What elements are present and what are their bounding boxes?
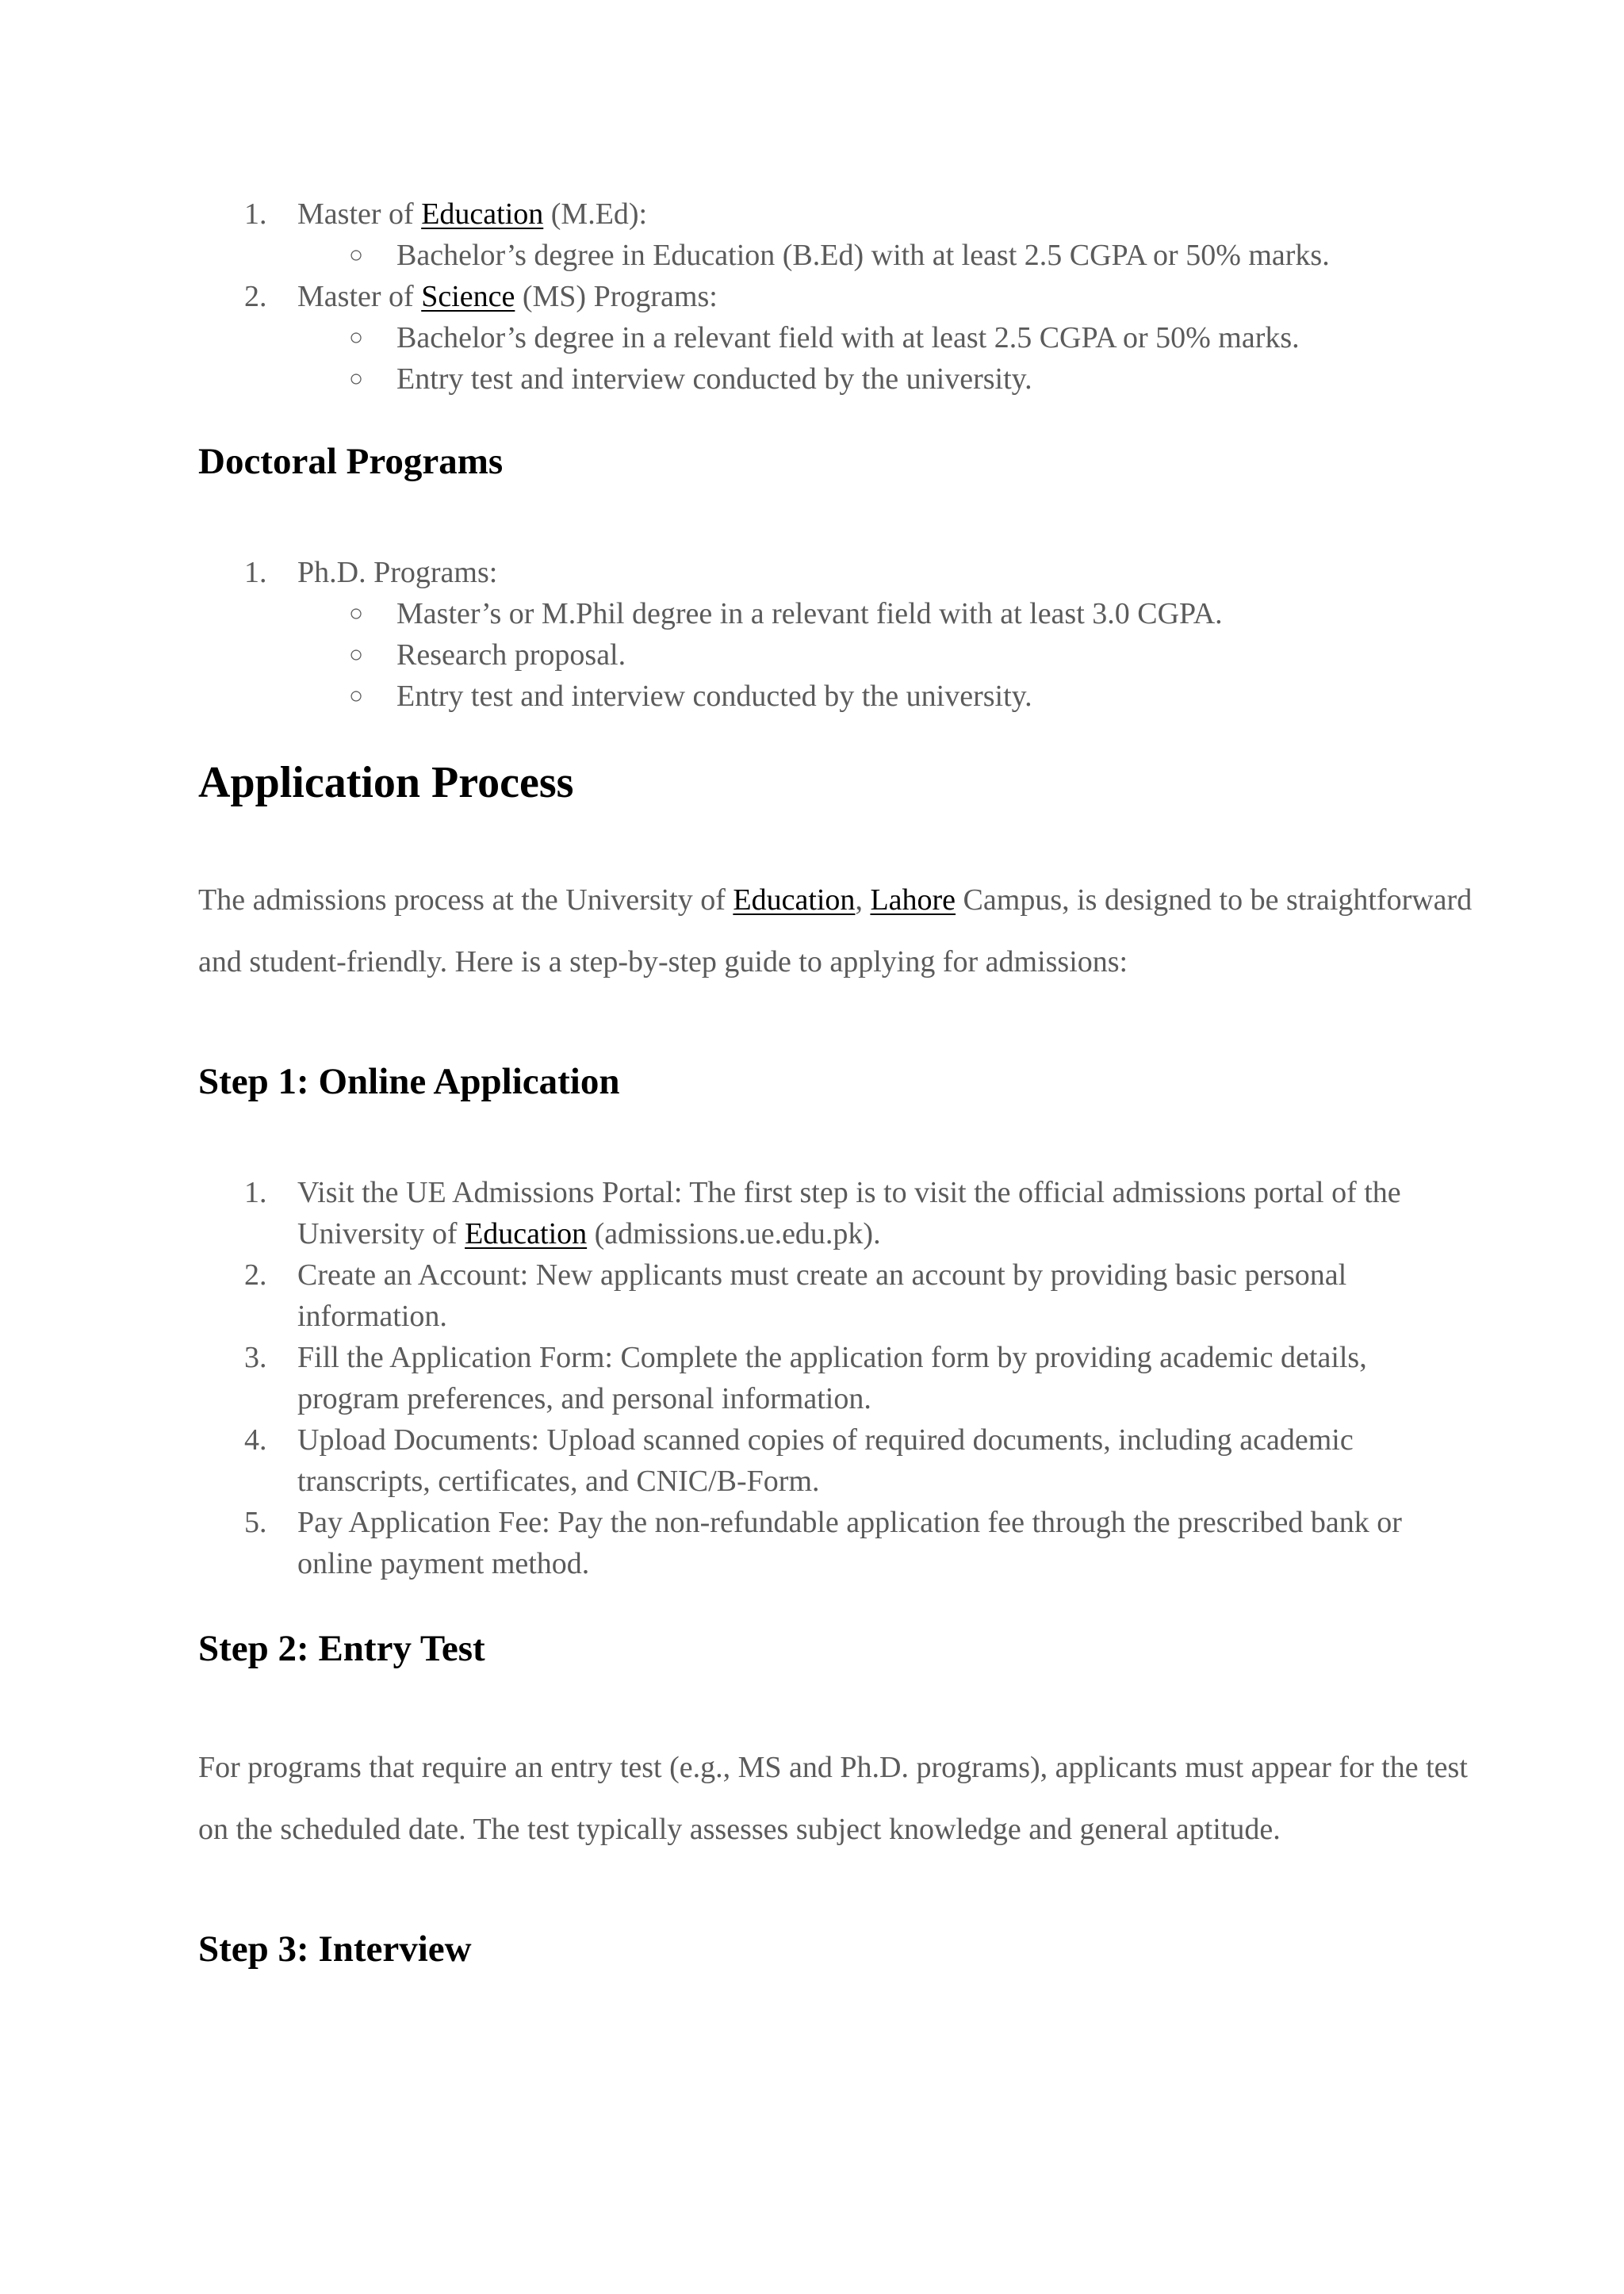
list-item-text: Master of xyxy=(297,280,414,313)
list-item-text: Master of xyxy=(297,197,414,231)
sub-item-text: Bachelor’s degree in a relevant field with at least 2.5 CGPA or 50% marks. xyxy=(396,321,1300,354)
list-item-text: (MS) Programs: xyxy=(522,280,718,313)
sub-list-item xyxy=(297,676,1473,717)
bullet-icon: ○ xyxy=(349,641,364,668)
list-item-text: Pay Application Fee: Pay the non-refundable application fee through the prescribed bank or online payment method. xyxy=(297,1506,1402,1580)
sub-item-text: Entry test and interview conducted by the university. xyxy=(396,362,1032,396)
sub-item-text: Research proposal. xyxy=(396,638,626,672)
education-link[interactable]: Education xyxy=(465,1217,588,1250)
sub-item-text: Bachelor’s degree in Education (B.Ed) with at least 2.5 CGPA or 50% marks. xyxy=(396,239,1330,272)
list-item-text: Upload Documents: Upload scanned copies of required documents, including academic transcripts, certificates, and CNIC/B-Form. xyxy=(297,1423,1354,1498)
list-item xyxy=(198,1419,1473,1502)
list-item xyxy=(198,276,1473,400)
list-item xyxy=(198,552,1473,717)
intro-text: Campus, is designed to be straightforward and student-friendly. Here is a step-by-step guide to applying for admissions: xyxy=(198,883,1473,978)
intro-text: The admissions process at the University of xyxy=(198,883,726,917)
list-number: 2. xyxy=(244,280,267,313)
list-item xyxy=(198,1502,1473,1584)
application-intro xyxy=(198,869,1473,993)
sub-list-item xyxy=(297,634,1473,676)
lahore-link[interactable]: Lahore xyxy=(870,883,956,917)
list-item xyxy=(198,1337,1473,1419)
list-item-text: Ph.D. Programs: xyxy=(297,556,498,589)
list-item xyxy=(198,193,1473,276)
list-item-text: Fill the Application Form: Complete the application form by providing academic details, program preferences, and personal information. xyxy=(297,1341,1367,1415)
list-number: 4. xyxy=(244,1423,267,1457)
bullet-icon: ○ xyxy=(349,242,364,268)
intro-separator: , xyxy=(855,883,863,917)
list-item-text: (admissions.ue.edu.pk). xyxy=(594,1217,881,1250)
step2-text: For programs that require an entry test (e.g., MS and Ph.D. programs), applicants must appear for the test on the scheduled date. The test typically assesses subject knowledge and general aptitude. xyxy=(198,1751,1468,1846)
list-item xyxy=(198,1172,1473,1254)
list-item xyxy=(198,1254,1473,1337)
list-number: 3. xyxy=(244,1341,267,1374)
list-number: 1. xyxy=(244,556,267,589)
step1-heading: Step 1: Online Application xyxy=(198,1061,620,1102)
sub-list-item xyxy=(297,593,1473,634)
doctoral-heading: Doctoral Programs xyxy=(198,441,504,482)
application-heading: Application Process xyxy=(198,758,574,807)
sub-list-item xyxy=(297,358,1473,400)
sub-list-item xyxy=(297,235,1473,276)
list-number: 5. xyxy=(244,1506,267,1539)
bullet-icon: ○ xyxy=(349,683,364,709)
doctoral-list xyxy=(198,552,1473,717)
masters-list xyxy=(198,193,1473,400)
bullet-icon: ○ xyxy=(349,324,364,350)
bullet-icon: ○ xyxy=(349,366,364,392)
education-link[interactable]: Education xyxy=(421,197,544,231)
sub-item-text: Master’s or M.Phil degree in a relevant field with at least 3.0 CGPA. xyxy=(396,597,1223,630)
list-item-text: Create an Account: New applicants must create an account by providing basic personal information. xyxy=(297,1258,1347,1333)
sub-list-item xyxy=(297,317,1473,358)
science-link[interactable]: Science xyxy=(421,280,515,313)
step1-list xyxy=(198,1172,1473,1584)
step3-heading: Step 3: Interview xyxy=(198,1928,472,1970)
step2-heading: Step 2: Entry Test xyxy=(198,1628,485,1669)
bullet-icon: ○ xyxy=(349,600,364,626)
list-number: 1. xyxy=(244,1176,267,1209)
list-item-text: (M.Ed): xyxy=(550,197,648,231)
list-number: 1. xyxy=(244,197,267,231)
list-number: 2. xyxy=(244,1258,267,1292)
list-item-text: Visit the UE Admissions Portal: The first step is to visit the official admissions portal of the University of xyxy=(297,1176,1401,1250)
sub-item-text: Entry test and interview conducted by the university. xyxy=(396,680,1032,713)
education-link[interactable]: Education xyxy=(733,883,856,917)
